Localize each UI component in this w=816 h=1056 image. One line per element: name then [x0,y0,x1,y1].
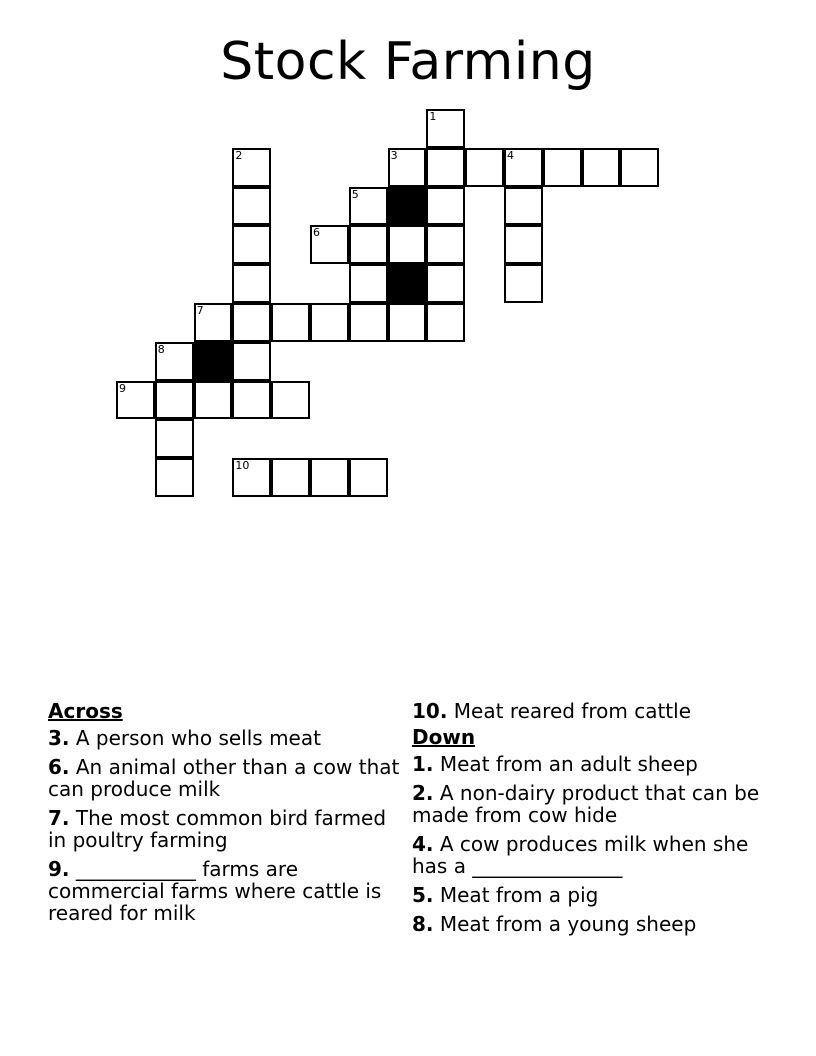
cell-number: 8 [157,342,165,356]
grid-cell[interactable] [232,225,271,264]
cell-number: 10 [235,459,250,473]
grid-cell[interactable] [155,419,194,458]
clue-text: ____________ farms are commercial farms where cattle is reared for milk [48,857,382,925]
clue-text: An animal other than a cow that can produce milk [48,755,400,801]
grid-cell[interactable] [310,303,349,342]
clue-text: The most common bird farmed in poultry farming [48,806,387,852]
grid-cell[interactable] [194,303,233,342]
grid-cell[interactable] [271,303,310,342]
grid-cell[interactable] [582,148,621,187]
grid-cell[interactable] [155,458,194,497]
clue-number: 3. [48,726,70,750]
grid-cell[interactable] [155,381,194,420]
black-cell [194,342,233,381]
grid-cell[interactable] [349,187,388,226]
grid-cell[interactable] [232,303,271,342]
grid-cell[interactable] [504,264,543,303]
black-cell [388,187,427,226]
grid-cell[interactable] [426,264,465,303]
grid-cell[interactable] [194,381,233,420]
cell-number: 9 [119,381,126,395]
grid-cell[interactable] [426,225,465,264]
clue-number: 5. [412,883,434,907]
cell-number: 3 [390,148,398,162]
grid-cell[interactable] [271,381,310,420]
clue-text: A cow produces milk when she has a _______________ [412,832,749,878]
clue-number: 8. [412,912,434,936]
cell-number: 6 [313,226,320,240]
grid-cell[interactable] [504,148,543,187]
clues-right-column [412,700,772,942]
cell-number: 5 [351,187,359,201]
grid-cell[interactable] [310,225,349,264]
down-heading: Down [412,725,476,749]
clue-across-10 [412,700,772,722]
grid-cell[interactable] [232,458,271,497]
grid-cell[interactable] [349,303,388,342]
grid-cell[interactable] [388,148,427,187]
clue-across-7 [48,807,403,851]
clue-number: 9. [48,857,70,881]
cell-number: 1 [429,110,437,123]
crossword-grid [0,0,816,520]
grid-cell[interactable] [310,458,349,497]
clue-text: Meat from a young sheep [439,912,697,936]
grid-cell[interactable] [271,458,310,497]
grid-cell[interactable] [388,303,427,342]
grid-cell[interactable] [349,225,388,264]
clue-across-9 [48,858,403,924]
grid-cell[interactable] [116,381,155,420]
clue-text: A person who sells meat [75,726,321,750]
clue-number: 10. [412,699,448,723]
grid-cell[interactable] [426,148,465,187]
cell-number: 2 [235,148,243,162]
grid-cell[interactable] [232,342,271,381]
cell-number: 4 [507,148,514,162]
grid-cell[interactable] [349,264,388,303]
grid-cell[interactable] [620,148,659,187]
clue-text: A non-dairy product that can be made from cow hide [412,781,760,827]
clue-text: Meat reared from cattle [453,699,691,723]
clue-down-8 [412,913,772,935]
clues-left-column [48,700,403,931]
grid-cell[interactable] [155,342,194,381]
clue-down-5 [412,884,772,906]
clue-down-4 [412,833,772,877]
cell-number: 7 [196,304,204,317]
clue-number: 2. [412,781,434,805]
clue-down-2 [412,782,772,826]
grid-cell[interactable] [232,148,271,187]
grid-cell[interactable] [232,264,271,303]
clue-down-1 [412,753,772,775]
grid-cell[interactable] [388,225,427,264]
grid-cell[interactable] [465,148,504,187]
grid-cell[interactable] [232,381,271,420]
grid-cell[interactable] [504,187,543,226]
clue-number: 1. [412,752,434,776]
clue-across-3 [48,727,403,749]
grid-cell[interactable] [504,225,543,264]
grid-cell[interactable] [426,303,465,342]
clue-number: 7. [48,806,70,830]
grid-cell[interactable] [426,187,465,226]
clue-number: 4. [412,832,434,856]
across-heading: Across [48,699,123,723]
clue-across-6 [48,756,403,800]
grid-cell[interactable] [349,458,388,497]
clue-number: 6. [48,755,70,779]
black-cell [388,264,427,303]
clue-text: Meat from an adult sheep [439,752,698,776]
puzzle-title: Stock Farming [220,32,596,92]
grid-cell[interactable] [232,187,271,226]
grid-cell[interactable] [543,148,582,187]
clue-text: Meat from a pig [439,883,599,907]
grid-cell[interactable] [426,109,465,148]
